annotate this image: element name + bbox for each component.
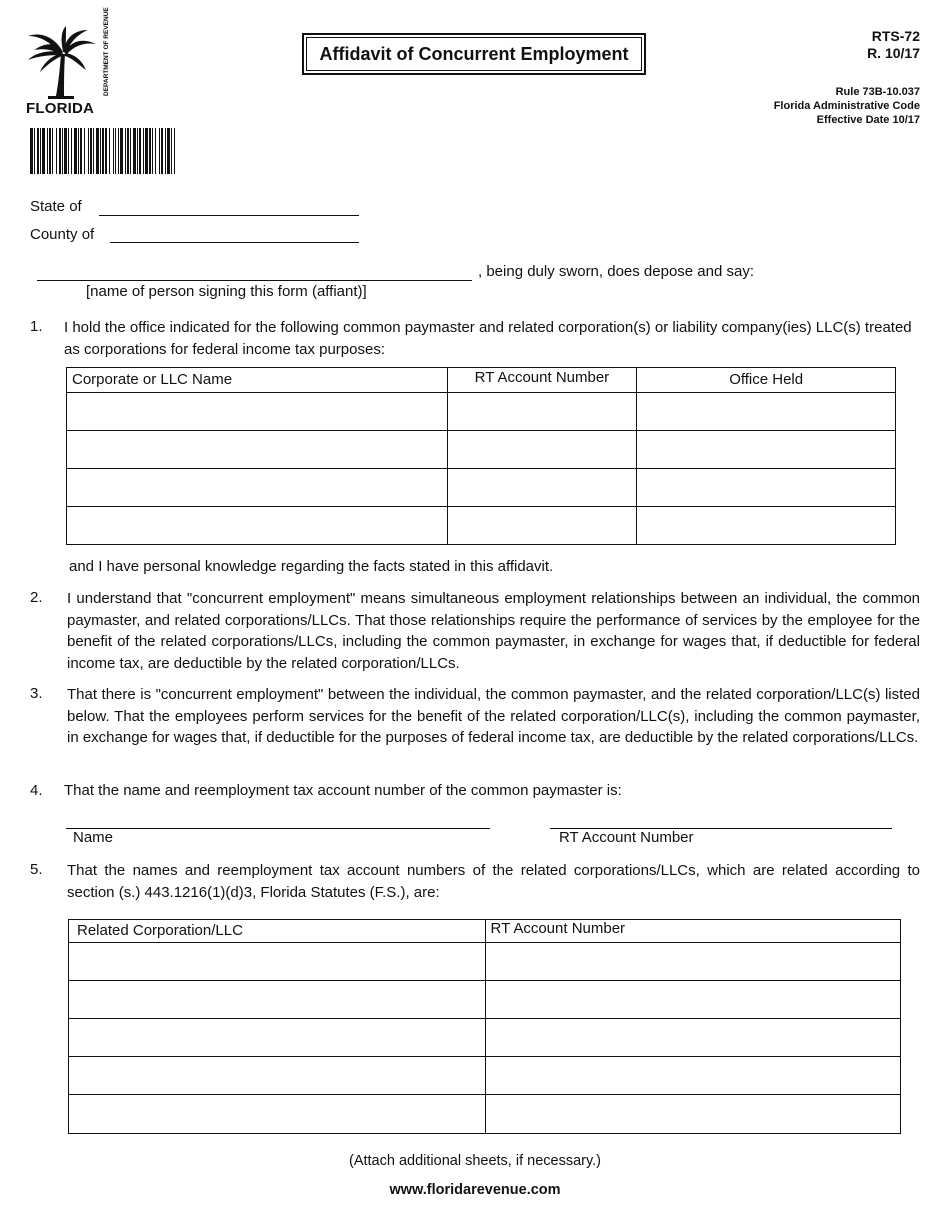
paymaster-rt-field[interactable] (550, 811, 892, 829)
form-revision: R. 10/17 (867, 45, 920, 61)
palm-tree-icon (26, 26, 98, 100)
related-rt-account-cell[interactable] (485, 943, 900, 981)
corporate-name-cell[interactable] (67, 431, 448, 469)
barcode-bar (64, 128, 67, 174)
rt-account-cell[interactable] (447, 469, 637, 507)
county-label: County of (30, 226, 95, 243)
barcode (30, 128, 286, 178)
barcode-bar (113, 128, 114, 174)
officer-table (66, 367, 896, 545)
office-held-cell[interactable] (637, 507, 896, 545)
related-rt-account-cell[interactable] (485, 981, 900, 1019)
corporate-name-cell[interactable] (67, 393, 448, 431)
paymaster-name-field[interactable] (66, 811, 490, 829)
rule-line-1: Rule 73B-10.037 (835, 86, 920, 98)
barcode-bar (174, 128, 175, 174)
attach-sheets-note: (Attach additional sheets, if necessary.) (349, 1153, 601, 1169)
state-field[interactable] (99, 198, 359, 216)
rt-account-cell[interactable] (447, 431, 637, 469)
related-corporation-cell[interactable] (69, 1095, 486, 1134)
barcode-bar (152, 128, 153, 174)
related-rt-account-cell[interactable] (485, 1095, 900, 1134)
barcode-bar (78, 128, 79, 174)
table-row (67, 393, 896, 431)
barcode-bar (42, 128, 45, 174)
form-title-box (302, 33, 646, 75)
barcode-bar (127, 128, 129, 174)
related-corporation-cell[interactable] (69, 1057, 486, 1095)
office-held-cell[interactable] (637, 431, 896, 469)
barcode-bar (137, 128, 138, 174)
item-4-text: That the name and reemployment tax account number of the common paymaster is: (64, 782, 622, 799)
state-label: State of (30, 198, 82, 215)
item-3-number: 3. (30, 685, 43, 702)
paymaster-rt-label: RT Account Number (559, 829, 694, 846)
barcode-bar (68, 128, 69, 174)
department-label: DEPARTMENT OF REVENUE (103, 7, 110, 96)
barcode-bar (71, 128, 72, 174)
col-related-corporation: Related Corporation/LLC (69, 920, 486, 943)
paymaster-name-label: Name (73, 829, 114, 846)
barcode-bar (40, 128, 41, 174)
item-4-number: 4. (30, 782, 43, 799)
corporate-name-cell[interactable] (67, 507, 448, 545)
barcode-bar (105, 128, 107, 174)
affiant-caption: [name of person signing this form (affiant)] (86, 283, 367, 300)
table-row (69, 1095, 901, 1134)
barcode-bar (96, 128, 99, 174)
sworn-statement: , being duly sworn, does depose and say: (478, 263, 755, 280)
barcode-bar (165, 128, 166, 174)
related-corporation-cell[interactable] (69, 943, 486, 981)
item-1-text: I hold the office indicated for the following common paymaster and related corporation(s) or liability company(ies) LLC(s) treated as corporations for federal income tax purposes: (64, 319, 912, 358)
barcode-bar (56, 128, 57, 174)
table-row (69, 1057, 901, 1095)
table-row (69, 1019, 901, 1057)
barcode-bar (93, 128, 94, 174)
barcode-bar (100, 128, 101, 174)
related-rt-account-cell[interactable] (485, 1057, 900, 1095)
barcode-bar (90, 128, 92, 174)
barcode-bar (47, 128, 48, 174)
table-row (69, 943, 901, 981)
barcode-bar (59, 128, 61, 174)
item-5-text: That the names and reemployment tax account numbers of the related corporations/LLCs, which are related according to section (s.) 443.1216(1)(d)3, Florida Statutes (F.S.), are: (67, 862, 920, 901)
barcode-bar (102, 128, 104, 174)
barcode-bar (167, 128, 170, 174)
table-row (67, 507, 896, 545)
office-held-cell[interactable] (637, 393, 896, 431)
col-related-rt-account: RT Account Number (485, 920, 900, 943)
florida-dor-logo (26, 7, 110, 118)
form-number: RTS-72 (871, 28, 920, 44)
item-2-text: I understand that "concurrent employment" means simultaneous employment relationships between an individual, the common paymaster, and related corporations/LLCs. That those relationships require the performance of services by the employee for the benefit of the related corporations/LLCs, including the common paymaster, in exchange for wages that, if deductible for federal income tax, are deductible by the related corporation/LLCs. (67, 590, 920, 672)
rule-line-3: Effective Date 10/17 (816, 114, 920, 126)
rt-account-cell[interactable] (447, 393, 637, 431)
rt-account-cell[interactable] (447, 507, 637, 545)
barcode-bar (130, 128, 131, 174)
rule-line-2: Florida Administrative Code (773, 100, 920, 112)
col-rt-account: RT Account Number (447, 368, 637, 393)
barcode-bar (161, 128, 163, 174)
form-id-block (867, 28, 920, 62)
barcode-bar (171, 128, 172, 174)
item-3-text: That there is "concurrent employment" between the individual, the common paymaster, and the related corporation/LLC(s) listed below. That the employees perform services for the benefit of the related corporation/LLC(s), including the common paymaster, in exchange for wages that, if deductible for the purposes of federal income tax, are deductible by the related corporations/LLCs. (67, 686, 920, 746)
form-title: Affidavit of Concurrent Employment (306, 37, 642, 71)
barcode-bar (37, 128, 39, 174)
barcode-bar (62, 128, 63, 174)
barcode-bar (88, 128, 89, 174)
barcode-bar (120, 128, 123, 174)
barcode-bar (84, 128, 85, 174)
barcode-bar (115, 128, 116, 174)
item-1-after-text: and I have personal knowledge regarding the facts stated in this affidavit. (69, 558, 554, 575)
county-field[interactable] (110, 226, 359, 243)
table-row (67, 469, 896, 507)
barcode-bar (118, 128, 119, 174)
affiant-name-field[interactable] (37, 263, 472, 281)
barcode-bar (80, 128, 82, 174)
col-office-held: Office Held (637, 368, 896, 393)
office-held-cell[interactable] (637, 469, 896, 507)
item-5-number: 5. (30, 861, 43, 878)
related-table-header (69, 920, 901, 943)
officer-table-header (67, 368, 896, 393)
corporate-name-cell[interactable] (67, 469, 448, 507)
related-corporation-cell[interactable] (69, 981, 486, 1019)
barcode-bar (125, 128, 126, 174)
logo-wordmark: FLORIDA (26, 100, 95, 117)
barcode-bar (109, 128, 110, 174)
related-corporation-cell[interactable] (69, 1019, 486, 1057)
barcode-graphic (30, 128, 286, 174)
item-1-number: 1. (30, 318, 43, 335)
rule-block (774, 85, 920, 127)
col-corporate-name: Corporate or LLC Name (67, 368, 448, 393)
barcode-bar (145, 128, 148, 174)
website-link[interactable]: www.floridarevenue.com (389, 1182, 561, 1198)
related-corporations-table (68, 919, 901, 1134)
related-rt-account-cell[interactable] (485, 1019, 900, 1057)
barcode-bar (49, 128, 51, 174)
barcode-bar (34, 128, 35, 174)
table-row (69, 981, 901, 1019)
barcode-bar (52, 128, 53, 174)
barcode-bar (143, 128, 144, 174)
barcode-bar (159, 128, 160, 174)
barcode-bar (133, 128, 136, 174)
barcode-bar (30, 128, 33, 174)
barcode-bar (139, 128, 141, 174)
item-2-number: 2. (30, 589, 43, 606)
table-row (67, 431, 896, 469)
barcode-bar (149, 128, 151, 174)
barcode-bar (74, 128, 77, 174)
barcode-bar (155, 128, 156, 174)
